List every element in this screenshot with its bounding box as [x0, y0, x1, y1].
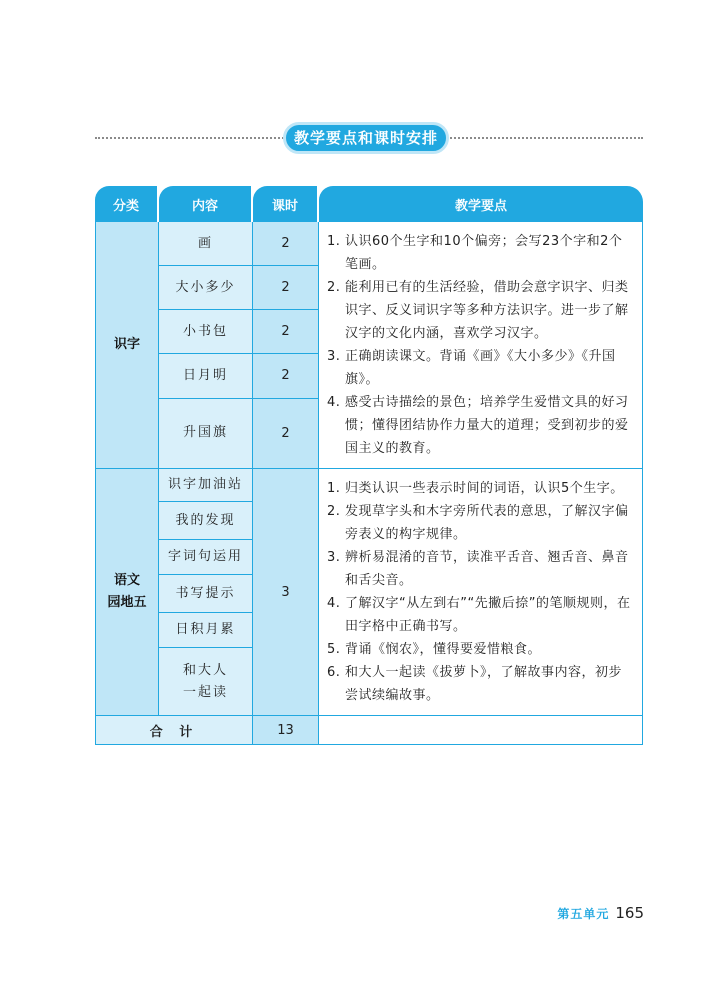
section-title-bar: [95, 120, 643, 156]
total-empty-cell: [319, 716, 643, 745]
point-item: 1. 认识60个生字和10个偏旁；会写23个字和2个笔画。: [327, 234, 623, 272]
point-item: 1. 归类认识一些表示时间的词语，认识5个生字。: [327, 481, 624, 496]
content-cell: 我的发现: [159, 502, 253, 540]
unit-label: 第五单元: [557, 907, 610, 921]
total-label: 合 计: [95, 716, 253, 745]
point-item: 4. 了解汉字“从左到右”“先撇后捺”的笔顺规则，在田字格中正确书写。: [327, 596, 631, 634]
section-title: 教学要点和课时安排: [283, 122, 449, 154]
content-cell: 字词句运用: [159, 540, 253, 575]
table-row: [95, 469, 643, 502]
point-item: 4. 感受古诗描绘的景色；培养学生爱惜文具的好习惯；懂得团结协作力量大的道理；受到初步的爱国主义的教育。: [327, 395, 629, 456]
page-footer: [557, 904, 644, 922]
hours-cell: 2: [253, 310, 319, 354]
point-item: 5. 背诵《悯农》，懂得要爱惜粮食。: [327, 642, 542, 657]
teaching-points-cell: [319, 469, 643, 716]
table-header-row: [95, 186, 643, 222]
header-category: 分类: [95, 186, 159, 222]
content-cell: 小书包: [159, 310, 253, 354]
hours-cell: 2: [253, 266, 319, 310]
content-cell: 大小多少: [159, 266, 253, 310]
category-cell: 语文 园地五: [95, 469, 159, 716]
schedule-table: [95, 186, 643, 745]
point-item: 2. 能利用已有的生活经验，借助会意字识字、归类识字、反义词识字等多种方法识字。进一步了解汉字的文化内涵，喜欢学习汉字。: [327, 280, 629, 341]
page-number: 165: [615, 904, 644, 922]
point-item: 3. 辨析易混淆的音节，读准平舌音、翘舌音、鼻音和舌尖音。: [327, 550, 629, 588]
content-cell: 识字加油站: [159, 469, 253, 502]
content-cell: 升国旗: [159, 399, 253, 469]
content-cell: 日积月累: [159, 613, 253, 648]
content-cell: 书写提示: [159, 575, 253, 613]
teaching-points-cell: [319, 222, 643, 469]
content-cell: 画: [159, 222, 253, 266]
table-row: [95, 222, 643, 266]
total-row: [95, 716, 643, 745]
hours-cell: 2: [253, 222, 319, 266]
content-cell: 和大人 一起读: [159, 648, 253, 716]
point-item: 3. 正确朗读课文。背诵《画》《大小多少》《升国旗》。: [327, 349, 616, 387]
point-item: 6. 和大人一起读《拔萝卜》，了解故事内容，初步尝试续编故事。: [327, 665, 623, 703]
hours-cell: 3: [253, 469, 319, 716]
header-content: 内容: [159, 186, 253, 222]
hours-cell: 2: [253, 399, 319, 469]
category-cell: 识字: [95, 222, 159, 469]
point-item: 2. 发现草字头和木字旁所代表的意思，了解汉字偏旁表义的构字规律。: [327, 504, 629, 542]
header-points: 教学要点: [319, 186, 643, 222]
total-hours: 13: [253, 716, 319, 745]
hours-cell: 2: [253, 354, 319, 398]
content-cell: 日月明: [159, 354, 253, 398]
header-hours: 课时: [253, 186, 319, 222]
